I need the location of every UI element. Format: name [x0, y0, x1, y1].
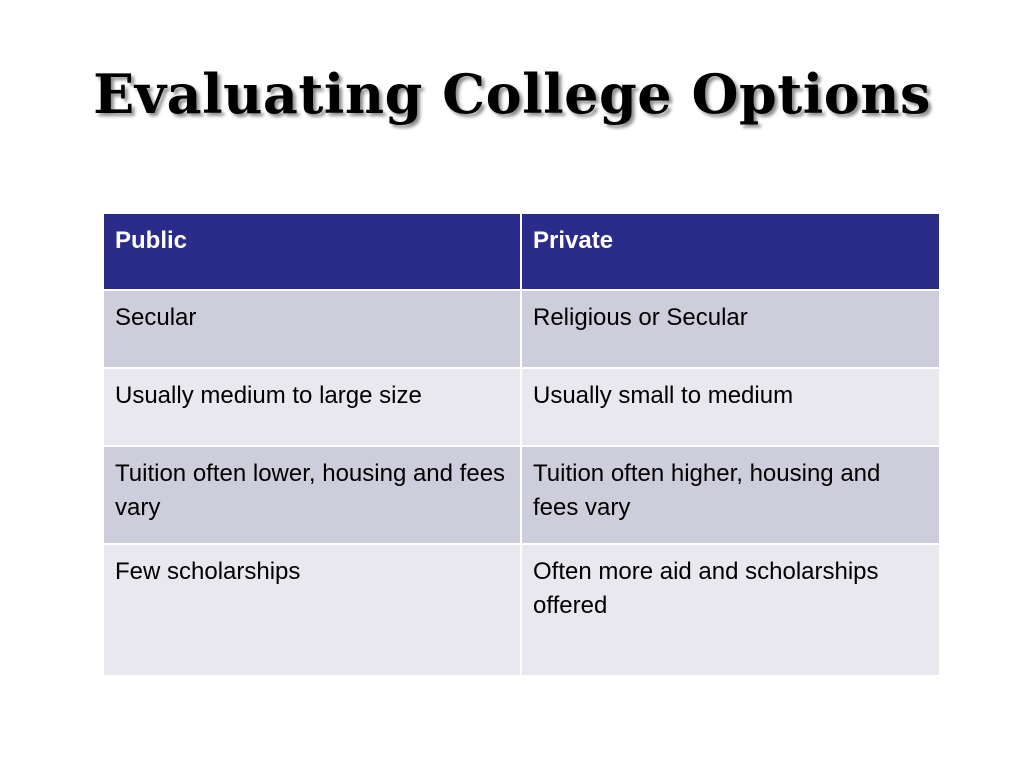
public-cell: Tuition often lower, housing and fees vary — [103, 446, 521, 544]
table-row — [103, 290, 940, 368]
table-row — [103, 544, 940, 676]
public-cell: Usually medium to large size — [103, 368, 521, 446]
private-cell: Religious or Secular — [521, 290, 940, 368]
private-cell: Often more aid and scholarships offered — [521, 544, 940, 676]
table-row — [103, 446, 940, 544]
private-cell: Usually small to medium — [521, 368, 940, 446]
public-cell: Few scholarships — [103, 544, 521, 676]
table-row — [103, 368, 940, 446]
slide-title: Evaluating College Options — [93, 62, 931, 126]
public-cell: Secular — [103, 290, 521, 368]
comparison-table — [102, 212, 941, 677]
header-public: Public — [103, 213, 521, 290]
private-cell: Tuition often higher, housing and fees vary — [521, 446, 940, 544]
header-private: Private — [521, 213, 940, 290]
table-header-row — [103, 213, 940, 290]
